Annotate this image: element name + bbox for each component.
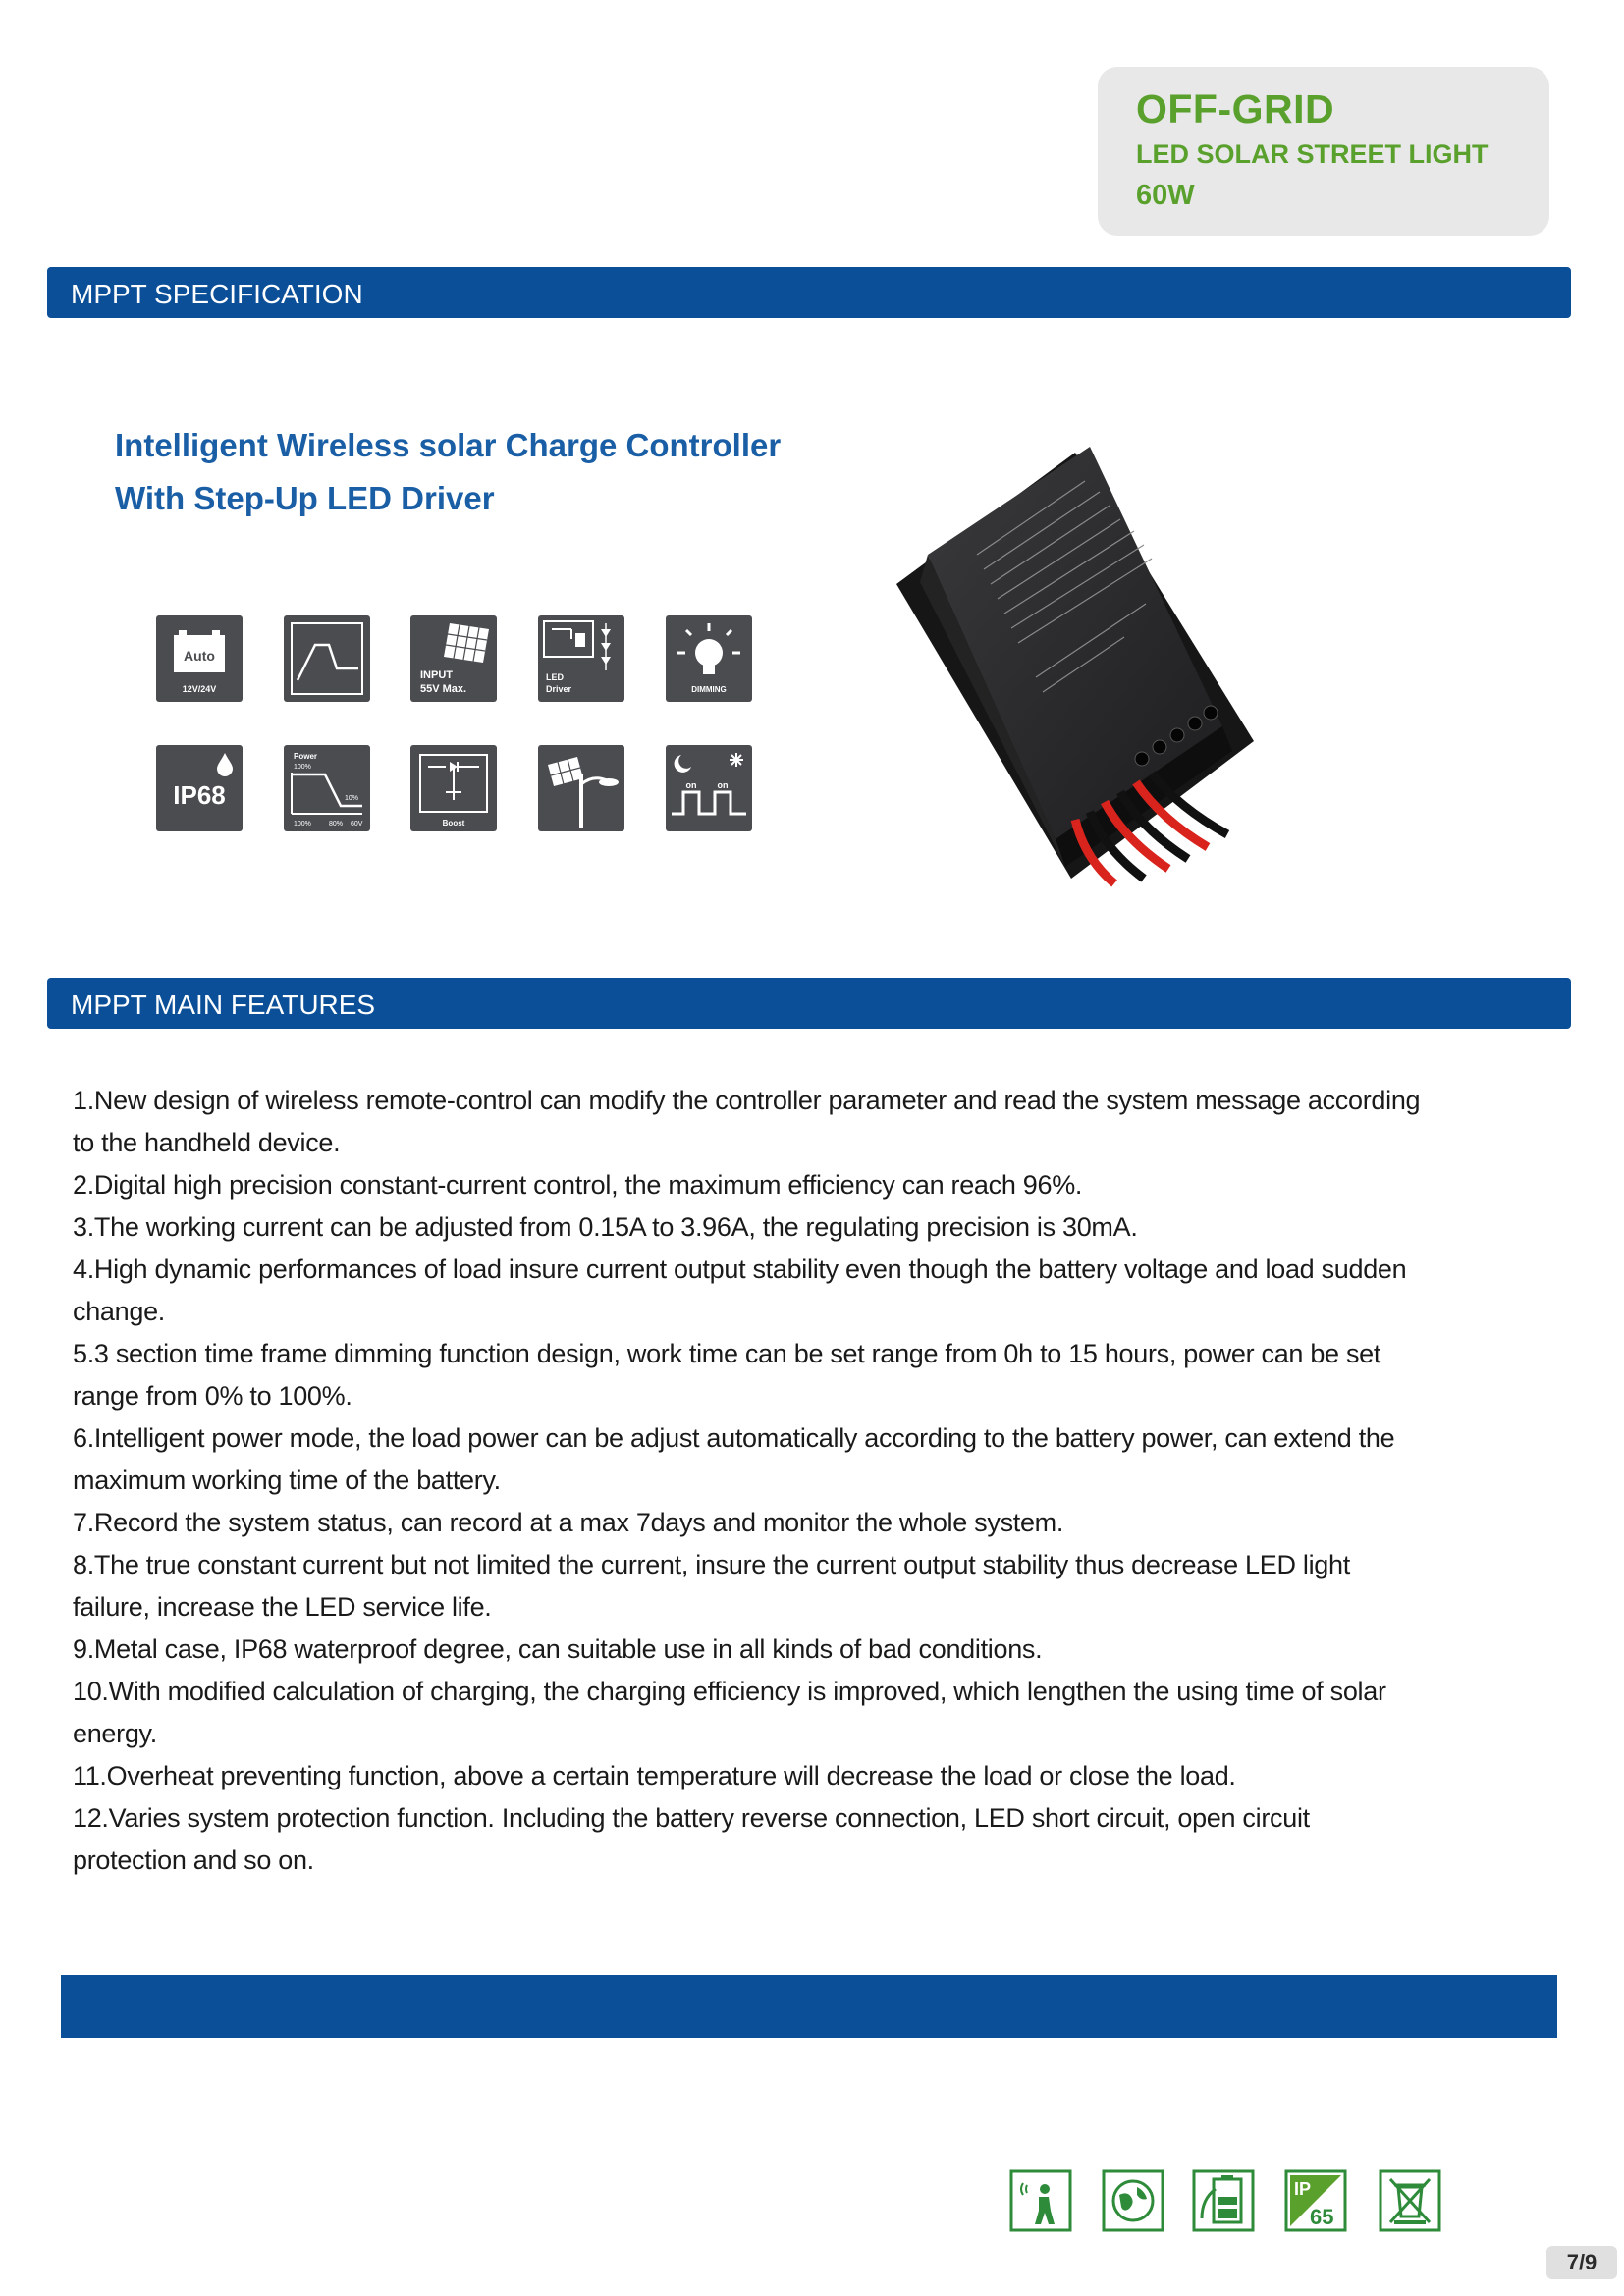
street-light-icon — [538, 745, 624, 831]
energy-saving-battery-icon — [1192, 2169, 1255, 2232]
auto-label: Auto — [184, 648, 215, 664]
feature-item: 12.Varies system protection function. Including the battery reverse connection, LED short circuit, open circuit protection and so on. — [73, 1803, 1310, 1875]
led-driver-icon — [538, 615, 624, 702]
feature-item: 9.Metal case, IP68 waterproof degree, can suitable use in all kinds of bad conditions. — [73, 1634, 1043, 1664]
motion-sensor-icon — [1009, 2169, 1072, 2232]
input-label: INPUT — [420, 669, 453, 681]
timer-on-2: on — [717, 780, 729, 790]
dimming-bulb-icon — [666, 615, 752, 702]
feature-item: 3.The working current can be adjusted from 0.15A to 3.96A, the regulating precision is 30mA. — [73, 1212, 1138, 1242]
led-driver-line1: LED — [546, 672, 564, 682]
feature-item: 1.New design of wireless remote-control can modify the controller parameter and read the system message according to the handheld device. — [73, 1086, 1421, 1157]
feature-item: 6.Intelligent power mode, the load power can be adjust automatically according to the battery power, can extend the maximum working time of the battery. — [73, 1423, 1395, 1495]
feature-item: 11.Overheat preventing function, above a certain temperature will decrease the load or close the load. — [73, 1761, 1236, 1790]
auto-voltage: 12V/24V — [182, 684, 217, 694]
power-pct-top: 100% — [294, 764, 311, 771]
input-value: 55V Max. — [420, 683, 467, 695]
feature-item: 8.The true constant current but not limited the current, insure the current output stability thus decrease LED light failure, increase the LED service life. — [73, 1550, 1350, 1622]
ip68-waterproof-icon — [156, 745, 243, 831]
power-axis-1: 100% — [294, 821, 311, 828]
title-main: OFF-GRID — [1136, 86, 1335, 132]
globe-eco-icon — [1102, 2169, 1164, 2232]
page-number: 7/9 — [1546, 2246, 1617, 2279]
product-heading-line1: Intelligent Wireless solar Charge Controller — [115, 427, 782, 463]
controller-product-image — [889, 447, 1267, 888]
boost-circuit-icon — [410, 745, 497, 831]
feature-item: 7.Record the system status, can record at a max 7days and monitor the whole system. — [73, 1508, 1064, 1537]
weee-recycle-icon — [1379, 2169, 1441, 2232]
cert-ip-top: IP — [1294, 2179, 1312, 2199]
feature-item: 2.Digital high precision constant-current control, the maximum efficiency can reach 96%. — [73, 1170, 1083, 1200]
features-list — [73, 1080, 1428, 1882]
section-title-features: MPPT MAIN FEATURES — [71, 989, 376, 1020]
ip65-icon — [1284, 2169, 1347, 2232]
ip-rating-label: IP68 — [173, 780, 226, 810]
timer-on-1: on — [685, 780, 697, 790]
solar-panel-icon — [410, 615, 497, 702]
feature-item: 10.With modified calculation of charging, the charging efficiency is improved, which lengthen the using time of solar energy. — [73, 1677, 1386, 1748]
feature-item: 5.3 section time frame dimming function design, work time can be set range from 0h to 15 hours, power can be set range from 0% to 100%. — [73, 1339, 1381, 1411]
footer-bar — [61, 1975, 1557, 2038]
power-axis-3: 60V — [351, 821, 363, 828]
led-driver-line2: Driver — [546, 684, 572, 694]
section-title-specification: MPPT SPECIFICATION — [71, 279, 363, 309]
title-subtitle: LED SOLAR STREET LIGHT — [1136, 139, 1489, 169]
charge-curve-icon — [284, 615, 370, 702]
power-pct-mid: 10% — [345, 795, 359, 802]
feature-item: 4.High dynamic performances of load insure current output stability even though the battery voltage and load sudden change. — [73, 1255, 1407, 1326]
power-label: Power — [294, 752, 318, 761]
battery-auto-icon — [156, 615, 243, 702]
power-axis-2: 80% — [329, 821, 344, 828]
power-curve-icon — [284, 745, 370, 831]
dimming-label: DIMMING — [691, 685, 727, 694]
title-power: 60W — [1136, 180, 1195, 211]
timer-control-icon — [666, 745, 752, 831]
section-bar-features — [47, 978, 1571, 1029]
cert-ip-value: 65 — [1310, 2205, 1334, 2229]
product-heading-line2: With Step-Up LED Driver — [115, 480, 495, 516]
boost-label: Boost — [442, 819, 465, 828]
section-bar-specification — [47, 267, 1571, 318]
